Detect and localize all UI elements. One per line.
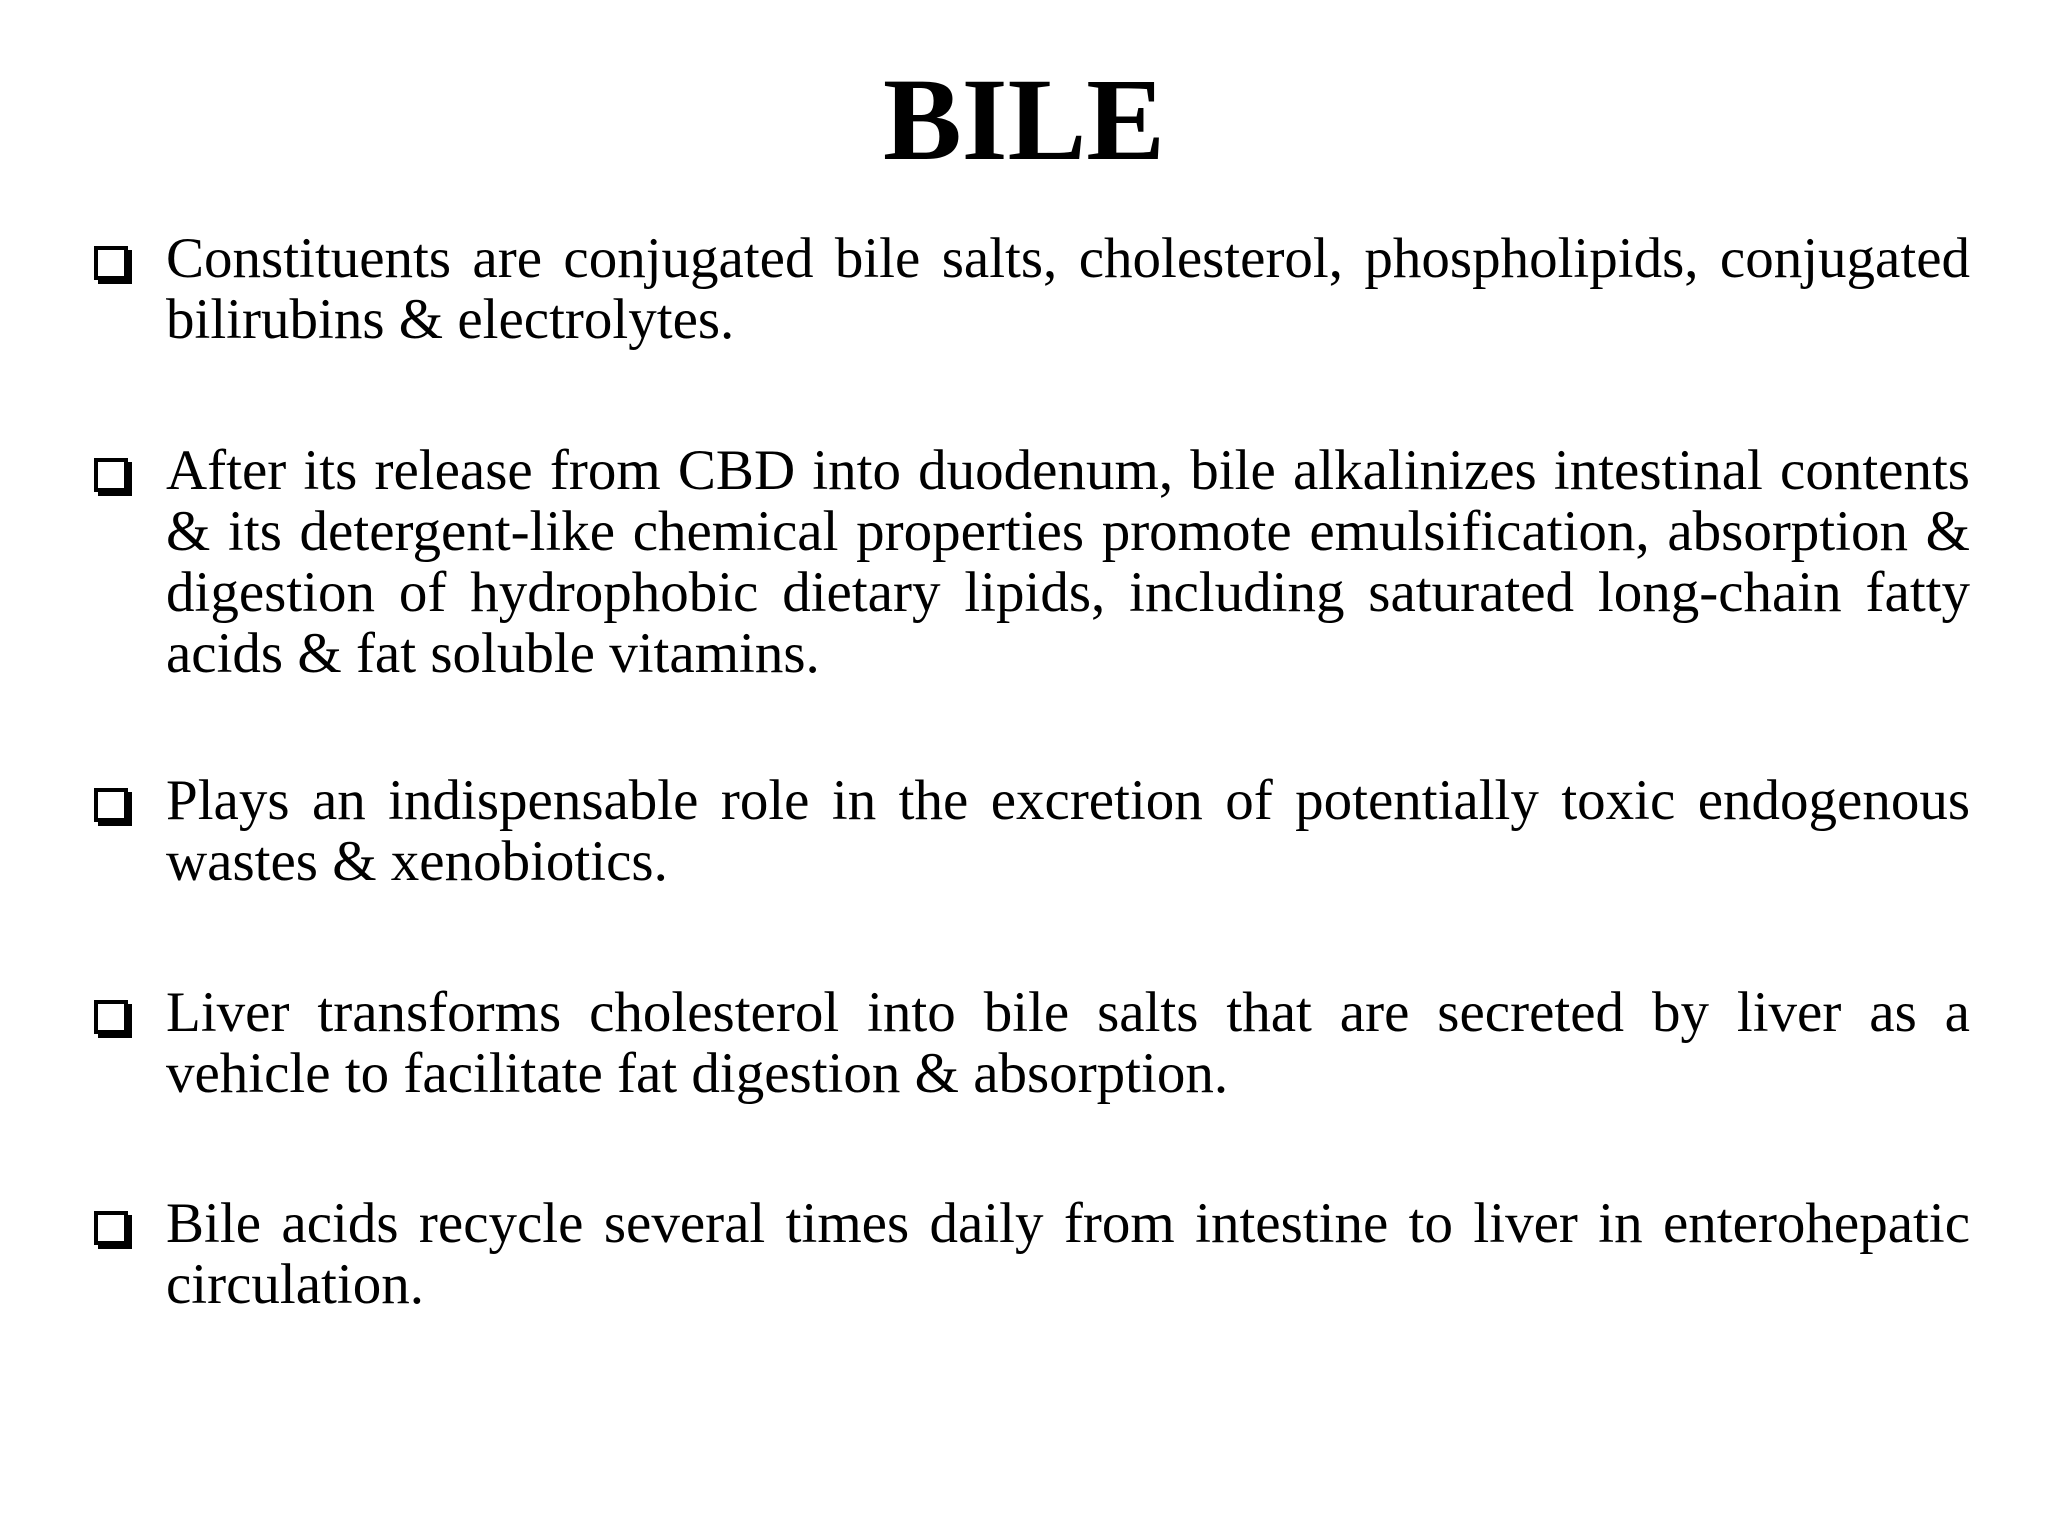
checkbox-square-icon — [94, 1000, 128, 1034]
bullet-text: Plays an indispensable role in the excretion of potentially toxic endogenous wastes & xenobiotics. — [166, 769, 1970, 893]
checkbox-square-icon — [94, 458, 128, 492]
slide-title: BILE — [882, 54, 1166, 185]
bullet-text: After its release from CBD into duodenum, bile alkalinizes intestinal contents & its detergent-like chemical properties promote emulsification, absorption & digestion of hydrophobic dietary lipids, including saturated long-chain fatty acids & fat soluble vitamins. — [166, 439, 1970, 685]
bullet-text: Bile acids recycle several times daily from intestine to liver in enterohepatic circulation. — [166, 1192, 1970, 1316]
checkbox-square-icon — [94, 788, 128, 822]
checkbox-square-icon — [94, 1211, 128, 1245]
bullet-text: Constituents are conjugated bile salts, cholesterol, phospholipids, conjugated bilirubins & electrolytes. — [166, 227, 1970, 351]
bullet-text: Liver transforms cholesterol into bile salts that are secreted by liver as a vehicle to facilitate fat digestion & absorption. — [166, 981, 1970, 1105]
checkbox-square-icon — [94, 246, 128, 280]
